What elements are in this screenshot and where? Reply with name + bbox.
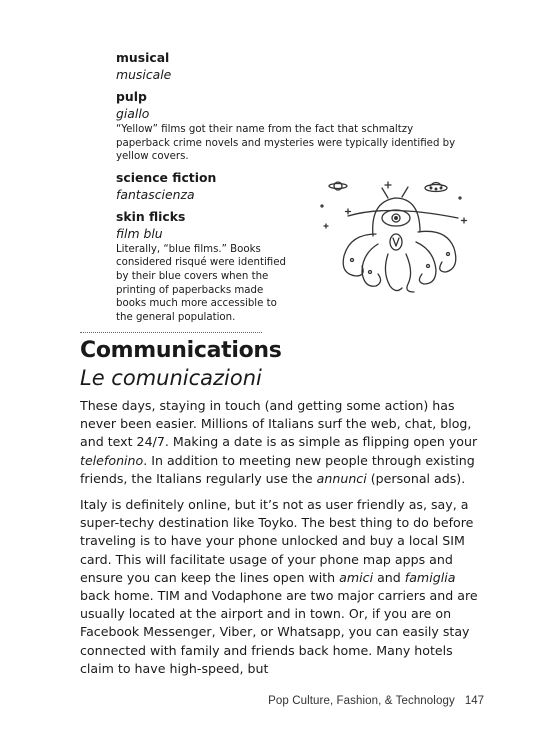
section-subtitle: Le comunicazioni xyxy=(80,366,262,390)
entry-translation: fantascienza xyxy=(116,186,195,202)
entry-term: science fiction xyxy=(116,169,217,185)
entry-term: musical xyxy=(116,50,170,65)
paragraph: These days, staying in touch (and getting some action) has never been easier. Millions of Italians surf the web, chat, blog, and text 24/7. Making a date is as simple as flipping open your telefonino. In addition to meeting new people through existing friends, the Italians regularly use the annunci (personal ads). xyxy=(80,398,478,486)
section-divider xyxy=(80,332,262,333)
octopus-alien-icon xyxy=(318,176,480,306)
section-title: Communications xyxy=(80,338,282,363)
entry-note: Literally, “blue films.” Books considered risqué were identified by their blue covers when the printing of paperbacks made books much more accessible to the general population. xyxy=(116,243,286,323)
entry-translation: giallo xyxy=(116,106,150,121)
page-number: 147 xyxy=(464,695,484,707)
paragraph: Italy is definitely online, but it’s not as user friendly as, say, a super-techy destination like Toyko. The best thing to do before traveling is to have your phone unlocked and buy a local SIM card. This will facilitate usage of your phone map apps and ensure you can keep the lines open with amici and famiglia back home. TIM and Vodaphone are two major carriers and are usually located at the airport and in town. Or, if you are on Facebook Messenger, Viber, or Whatsapp, you can easily stay connected with family and friends back home. Many hotels claim to have high-speed, but xyxy=(80,497,478,676)
section-body xyxy=(80,397,484,686)
page-footer xyxy=(268,693,484,707)
entry-pulp xyxy=(116,89,468,164)
entry-musical xyxy=(116,50,468,83)
entry-translation: film blu xyxy=(116,225,163,241)
entry-term: pulp xyxy=(116,89,147,104)
entry-note: “Yellow” films got their name from the fact that schmaltzy paperback crime novels and mysteries were typically identified by yellow covers. xyxy=(116,124,456,163)
entry-term: skin flicks xyxy=(116,208,186,224)
entry-translation: musicale xyxy=(116,67,172,82)
footer-section-title: Pop Culture, Fashion, & Technology xyxy=(268,695,455,707)
